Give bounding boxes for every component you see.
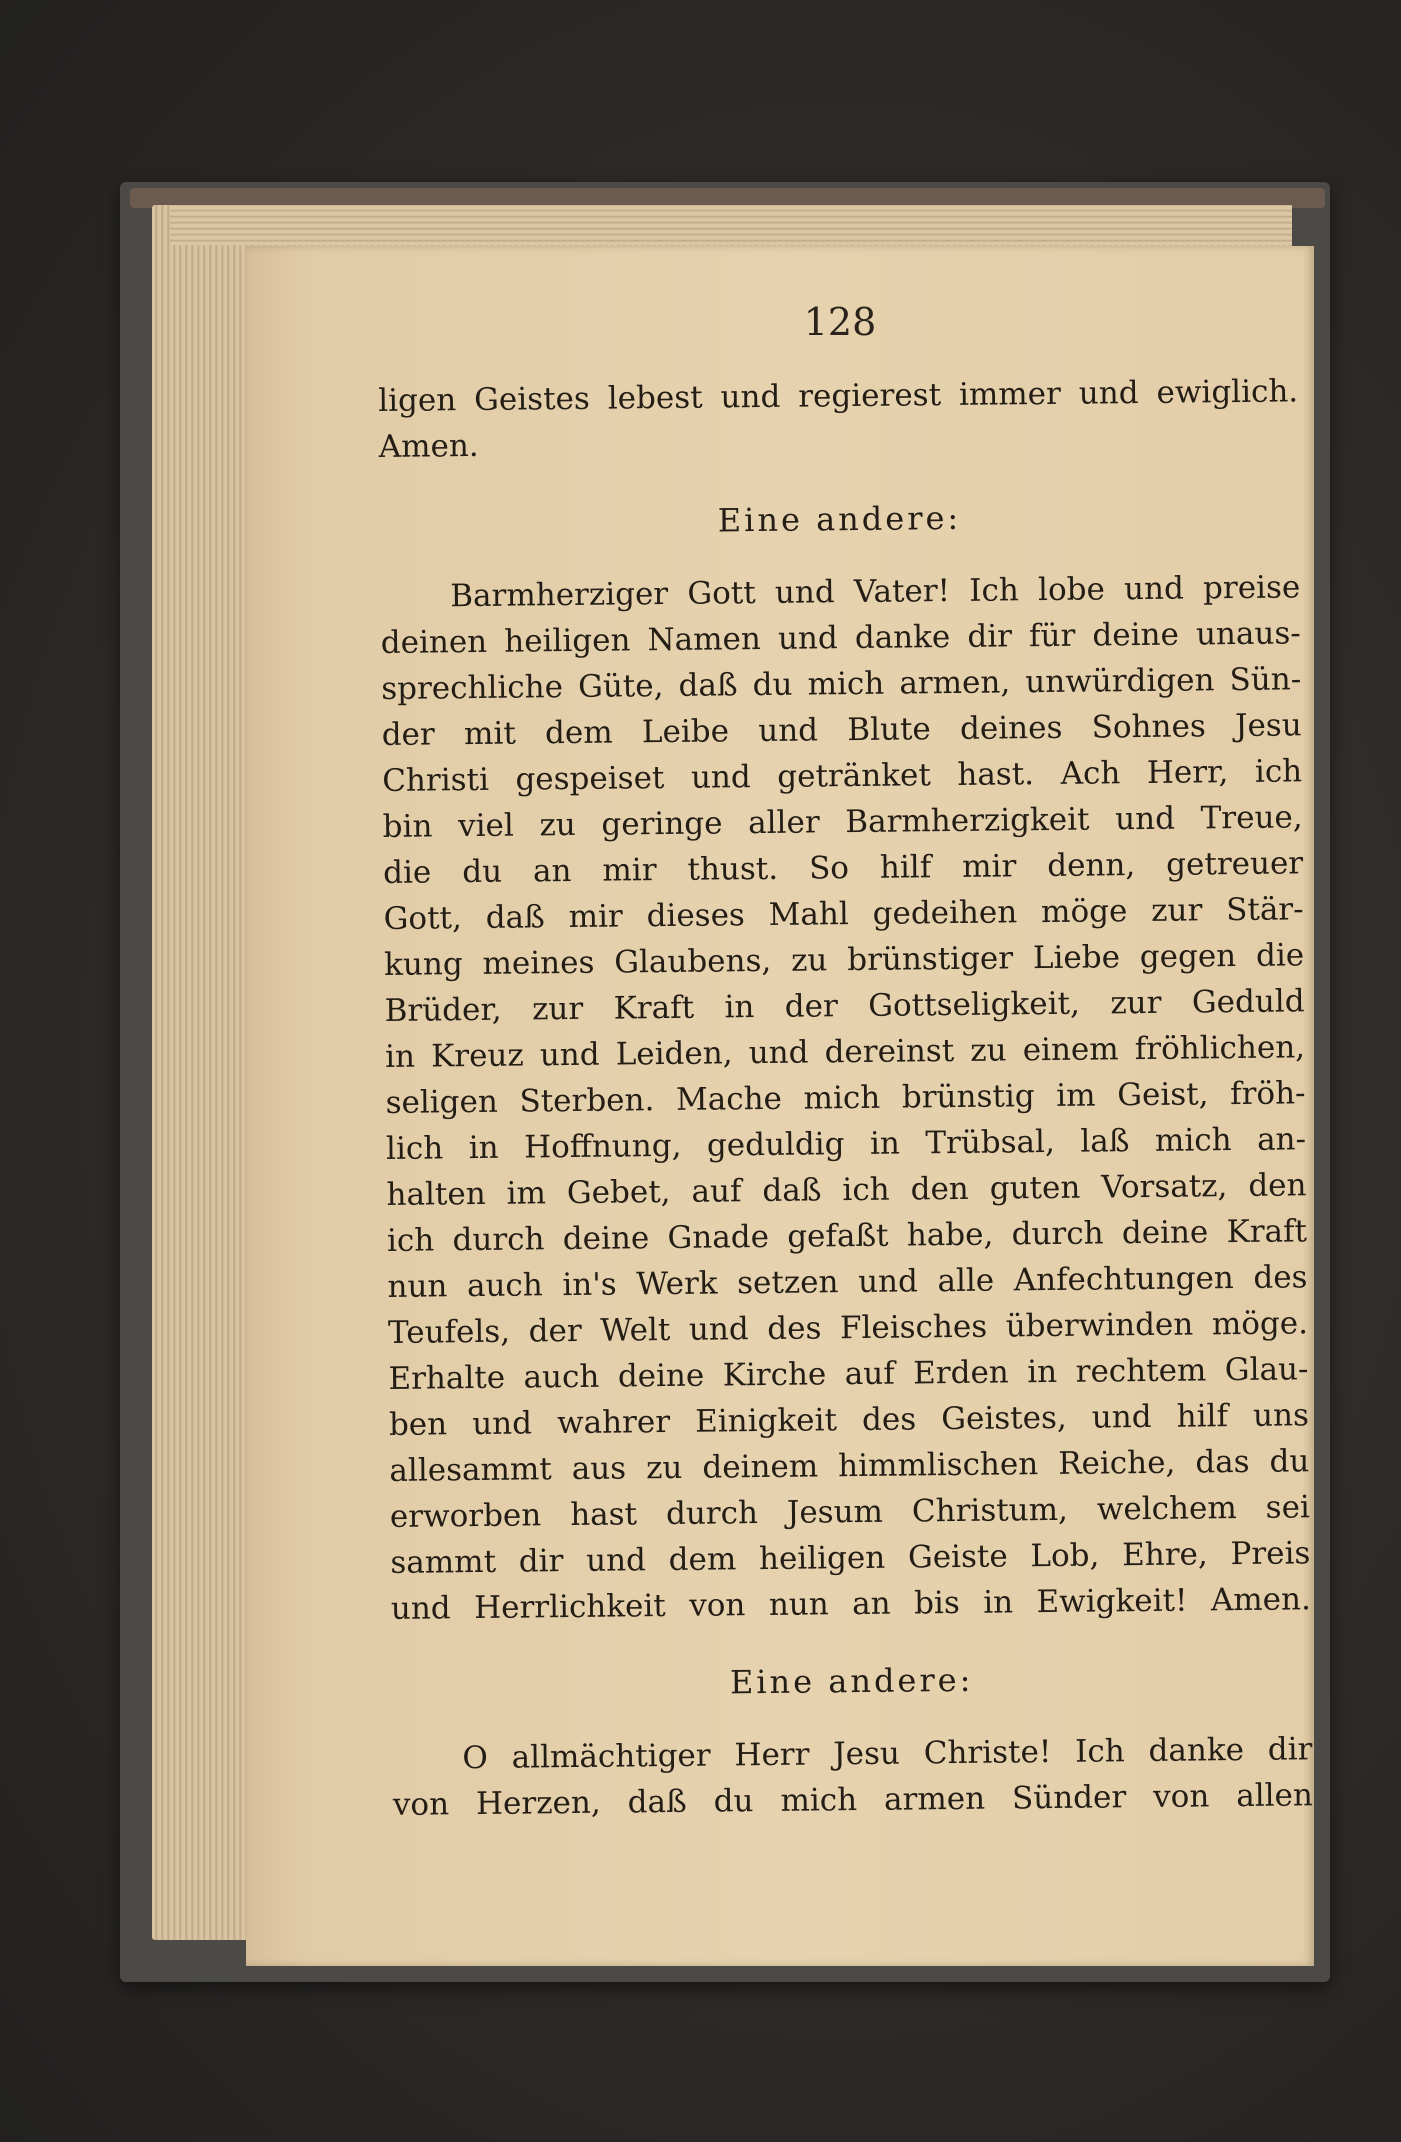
text-line: Brüder, zur Kraft in der Gottseligkeit, zur Geduld <box>384 983 1305 1029</box>
text-line: seligen Sterben. Mache mich brünstig im Geist, fröh- <box>385 1075 1306 1121</box>
text-line: Christi gespeiset und getränket hast. Ach Herr, ich <box>382 753 1303 799</box>
text-line: die du an mir thust. So hilf mir denn, getreuer <box>382 845 1304 891</box>
text-line: sprechliche Güte, daß du mich armen, unwürdigen Sün- <box>381 661 1302 707</box>
text-line: ich durch deine Gnade gefaßt habe, durch deine Kraft <box>386 1213 1308 1259</box>
text-line: Gott, daß mir dieses Mahl gedeihen möge zur Stär- <box>383 891 1304 937</box>
text-line: lich in Hoffnung, geduldig in Trübsal, laß mich an- <box>385 1121 1307 1167</box>
text-line: Teufels, der Welt und des Fleisches überwinden möge. <box>387 1305 1309 1351</box>
page-number: 128 <box>803 300 877 344</box>
text-line: Erhalte auch deine Kirche auf Erden in rechtem Glau- <box>388 1351 1309 1397</box>
text-line: in Kreuz und Leiden, und dereinst zu einem fröhlichen, <box>384 1029 1306 1075</box>
text-line: allesammt aus zu deinem himmlischen Reiche, das du <box>389 1443 1310 1489</box>
page-text <box>378 368 1313 1828</box>
section-heading: Eine andere: <box>717 498 962 540</box>
text-line: Barmherziger Gott und Vater! Ich lobe und preise <box>450 569 1301 615</box>
text-line: der mit dem Leibe und Blute deines Sohnes Jesu <box>381 707 1302 753</box>
text-line: Amen. <box>378 427 479 465</box>
section-heading: Eine andere: <box>729 1660 974 1702</box>
page-edges-top <box>170 205 1292 245</box>
text-line: ben und wahrer Einigkeit des Geistes, und hilf uns <box>388 1397 1310 1443</box>
text-line: O allmächtiger Herr Jesu Christe! Ich danke dir <box>462 1731 1313 1777</box>
text-line: deinen heiligen Namen und danke dir für deine unaus- <box>380 615 1301 661</box>
text-line: und Herrlichkeit von nun an bis in Ewigkeit! Amen. <box>390 1581 1312 1627</box>
text-line: nun auch in's Werk setzen und alle Anfechtungen des <box>387 1259 1308 1305</box>
text-line: kung meines Glaubens, zu brünstiger Liebe gegen die <box>383 937 1305 983</box>
text-line: bin viel zu geringe aller Barmherzigkeit und Treue, <box>382 799 1303 845</box>
text-line: erworben hast durch Jesum Christum, welchem sei <box>389 1489 1311 1535</box>
text-line: sammt dir und dem heiligen Geiste Lob, Ehre, Preis <box>390 1535 1311 1581</box>
text-line: ligen Geistes lebest und regierest immer und ewiglich. <box>378 373 1299 419</box>
text-line: halten im Gebet, auf daß ich den guten Vorsatz, den <box>386 1167 1307 1213</box>
text-line: von Herzen, daß du mich armen Sünder von allen <box>392 1777 1314 1823</box>
